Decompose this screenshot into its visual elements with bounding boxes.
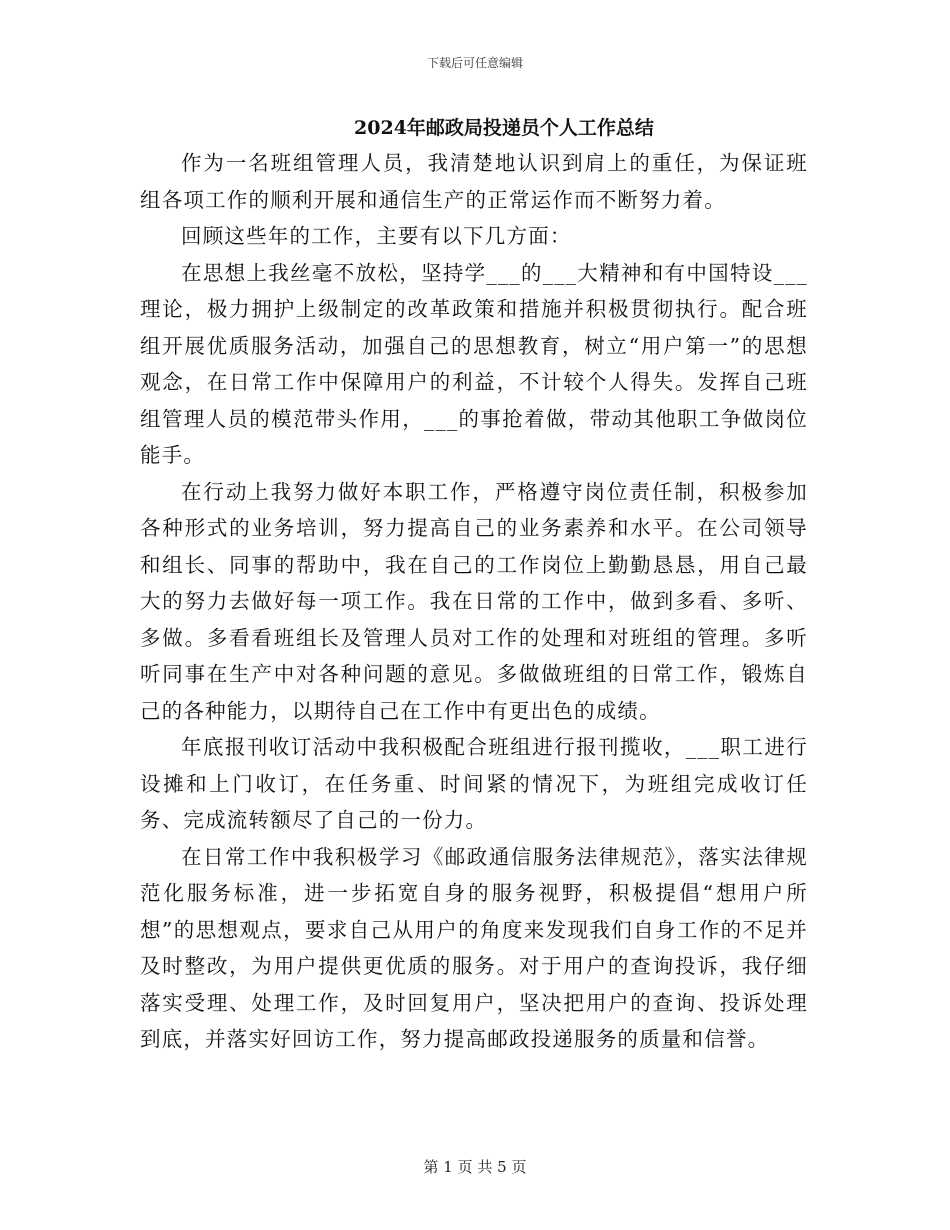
paragraph-review: 回顾这些年的工作，主要有以下几方面：	[181, 224, 572, 248]
page-header-note: 下载后可任意编辑	[426, 56, 523, 70]
paragraph-daily-work: 在日常工作中我积极学习《邮政通信服务法律规范》，落实法律规范化服务标准，进一步拓宽自身的服务视野，积极提倡“想用户所想”的思想观点，要求自己从用户的角度来发现我们自身工作的不足并及时整改，为用户提供更优质的服务。对于用户的查询投诉，我仔细落实受理、处理工作，及时回复用户，坚决把用户的查询、投诉处理到底，并落实好回访工作，努力提高邮政投递服务的质量和信誉。	[140, 844, 808, 1051]
page-number: 第 1 页 共 5 页	[423, 1158, 527, 1176]
document-body	[140, 145, 808, 1058]
paragraph-subscription: 年底报刊收订活动中我积极配合班组进行报刊揽收，___职工进行设摊和上门收订，在任务重、时间紧的情况下，为班组完成收订任务、完成流转额尽了自己的一份力。	[140, 735, 808, 832]
paragraph-action: 在行动上我努力做好本职工作，严格遵守岗位责任制，积极参加各种形式的业务培训，努力提高自己的业务素养和水平。在公司领导和组长、同事的帮助中，我在自己的工作岗位上勤勤恳恳，用自己最大的努力去做好每一项工作。我在日常的工作中，做到多看、多听、多做。多看看班组长及管理人员对工作的处理和对班组的管理。多听听同事在生产中对各种问题的意见。多做做班组的日常工作，锻炼自己的各种能力，以期待自己在工作中有更出色的成绩。	[140, 479, 808, 723]
paragraph-intro: 作为一名班组管理人员，我清楚地认识到肩上的重任，为保证班组各项工作的顺利开展和通信生产的正常运作而不断努力着。	[140, 151, 808, 212]
document-title: 2024年邮政局投递员个人工作总结	[354, 117, 654, 139]
paragraph-thought: 在思想上我丝毫不放松，坚持学___的___大精神和有中国特设___理论，极力拥护上级制定的改革政策和措施并积极贯彻执行。配合班组开展优质服务活动，加强自己的思想教育，树立“用户第一”的思想观念，在日常工作中保障用户的利益，不计较个人得失。发挥自己班组管理人员的模范带头作用，___的事抢着做，带动其他职工争做岗位能手。	[140, 260, 808, 467]
